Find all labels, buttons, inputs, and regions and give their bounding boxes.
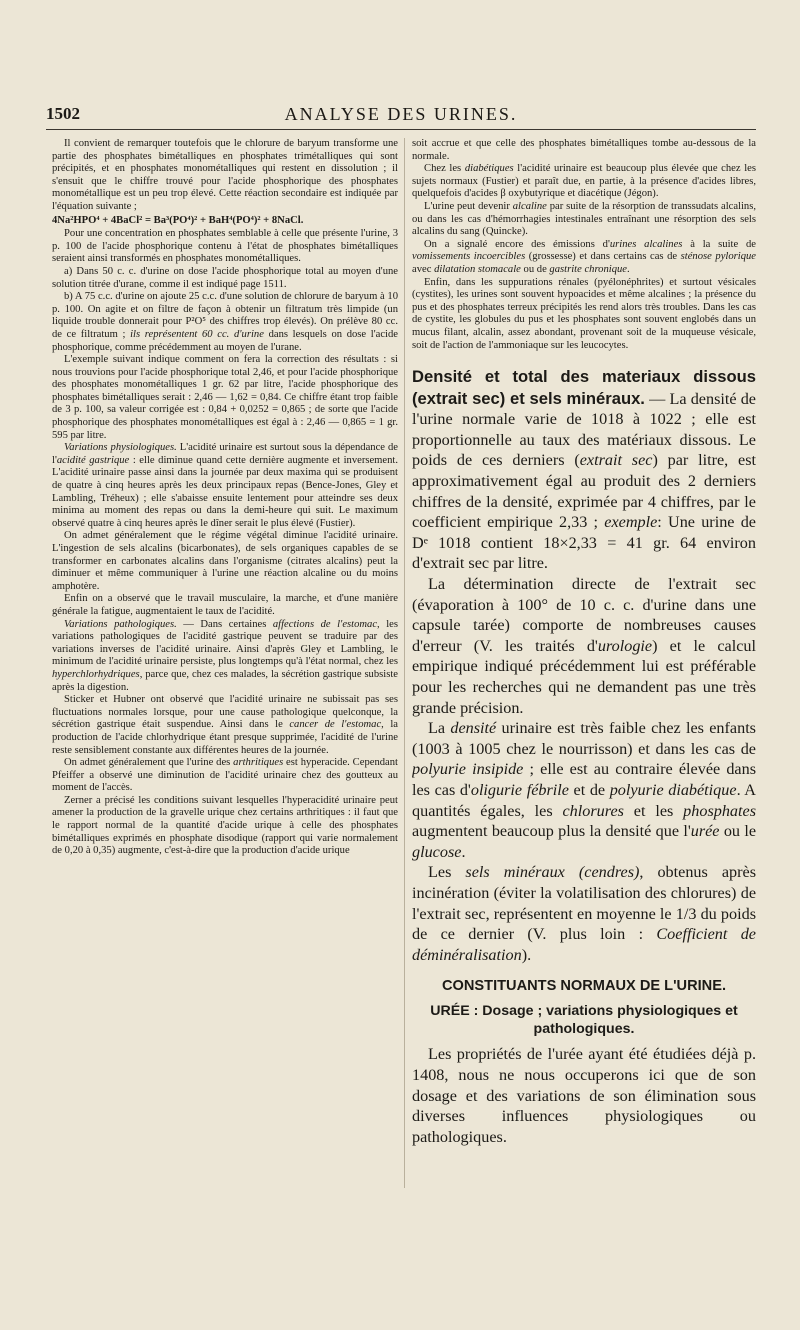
text: avec [412,263,435,275]
right-column [412,138,756,1188]
text: . [461,842,466,861]
paragraph [52,228,398,266]
text: , les variations pathologiques de l'acidité gastrique peuvent se traduire par des variations inverses de l'acidité urinaire. Ainsi d'après Gley et Lambling, le minimum de l'acidité urinaire persiste, plus longtemps qu'à l'état normal, chez les [52,618,398,668]
italic-text: polyurie diabétique [609,780,737,799]
text: et de [568,780,610,799]
text: ) et le calcul empirique indiqué précédemment lui est préférable pour les recherches qui ne demandent pas une très grande précision. [412,636,756,717]
text: Enfin on a observé que le travail musculaire, la marche, et d'une manière générale la fatigue, augmentaient le taux de l'acidité. [52,593,398,617]
paragraph [52,530,398,593]
text: (grossesse) et dans certains cas de [525,251,681,263]
italic-text: densité [450,719,497,738]
left-column [52,138,398,1188]
text: On admet généralement que le régime végétal diminue l'acidité urinaire. L'ingestion de sels alcalins (bicarbonates), de sels organiques capables de se transformer en carbonates alcalins dans l'organisme (citrates alcalins) peut la diminuer et même communiquer à l'urine une réaction alcaline ou du moins amphotère. [52,530,398,592]
section-heading: CONSTITUANTS NORMAUX DE L'URINE. [442,978,726,995]
text: L'exemple suivant indique comment on fera la correction des résultats : si nous trouvions pour l'acide phosphorique total 2,46, et pour l'acide phosphorique des phosphates monométalliques 1 gr. 62 par litre, l'acide phosphorique des phosphates bimétalliques serait : 2,46 — 1,62 = 0,84. Ce chiffre étant trop faible de 3 p. 100, sa valeur corrigée est : 0,84 + 0,0252 = 0,865 ; de sorte que l'acide phosphorique des phosphates monométalliques est égal à : 2,46 — 0,865 = 1 gr. 595 par litre. [52,354,398,441]
text: ). [521,945,532,964]
text: : elle diminue quand cette dernière augmente et inversement. L'acidité urinaire passe ainsi dans la journée par deux maxima qui se produisent de quatre à cinq heures après les deux principaux repas (Bence-Jones, Gley et Lambling, Tréheux) ; elle s'abaisse ensuite lentement pour atteindre ses deux minima au moment des repas ou dans la demi-heure qui suit. Le maximum observé quatre à cinq heures après le dîner serait le plus élevé (Fustier). [52,454,398,529]
text: Zerner a précisé les conditions suivant lesquelles l'hyperacidité urinaire peut amener la production de la gravelle urique chez certains arthritiques : il faut que le rapport normal de la quantité d'acide urique à celle des phosphates bimétalliques exprimés en phosphate disodique (rapport qui varie normalement de 0,20 à 0,35) augmente, c'est-à-dire que la production d'acide urique [52,794,398,857]
italic-text: urée [690,822,720,841]
paragraph [52,266,398,291]
italic-text: urologie [597,636,653,655]
text: . [627,263,630,275]
paragraph [52,757,398,795]
text: , la production de l'acide chlorhydrique étant presque supprimée, l'acidité de l'urine reste sensiblement constante aux différentes heures de la journée. [52,719,398,756]
text: l'acidité urinaire est beaucoup plus élevée que chez les sujets normaux (Fustier) et paraît due, en partie, à la présence d'acides libres, quelquefois d'acides β oxybutyrique et diacétique (Jégon). [412,163,756,200]
column-divider [404,138,405,1188]
text: On a signalé encore des émissions d' [424,238,610,250]
paragraph [52,694,398,757]
paragraph [412,718,756,862]
text: La détermination directe de l'extrait sec (évaporation à 100° de 10 c. c. d'urine dans une capsule tarée) comporte de nombreuses causes d'erreur (V. les traités d' [412,575,756,655]
italic-text: oligurie fébrile [470,780,569,799]
italic-text: dilatation stomacale [434,263,521,275]
italic-text: exemple [604,513,658,532]
small-print-block [412,138,756,352]
italic-text: arthritiques [233,757,284,769]
header-rule [46,129,756,130]
italic-text: urines alcalines [609,238,683,250]
subsection-lead: Variations physiologiques. [64,442,177,454]
paragraph [412,366,756,574]
text: ou de [520,263,550,275]
text: Sticker et Hubner ont observé que l'acidité urinaire ne subissait pas ses fluctuations normales lorsque, pour une cause pathologique quelconque, la sécrétion gastrique était suspendue. Ainsi dans le [52,694,398,731]
italic-text: vomissements incoercibles [412,251,526,263]
italic-text: cancer de l'estomac [289,719,382,731]
italic-text: Coefficient de déminéralisation [412,925,756,964]
text: Pour une concentration en phosphates semblable à celle que présente l'urine, 3 p. 100 de l'acide phosphorique contenu à l'état de phosphates bimétalliques seraient ainsi transformés en phosphates monométalliques. [52,228,398,265]
paragraph [52,138,398,214]
text: ) par litre, est approximativement égal au produit des 2 derniers chiffres de la densité, exprimée par 4 chiffres, par le coefficient empirique 2,33 ; [412,451,756,532]
paragraph [412,1044,756,1147]
paragraph [412,277,756,353]
page-number: 1502 [46,104,80,123]
running-title: ANALYSE DES URINES. [284,104,518,124]
text: à la suite de [682,238,756,250]
paragraph [52,795,398,858]
text: , parce que, chez ces malades, la sécrétion gastrique subsiste après la digestion. [52,668,398,693]
text: L'urine peut devenir [424,200,513,212]
text: ou le [719,822,756,841]
paragraph [52,619,398,695]
italic-text: chlorures [562,801,624,820]
text: a) Dans 50 c. c. d'urine on dose l'acide phosphorique total au moyen d'une solution titrée d'urane, comme il est indiqué page 1511. [52,265,398,290]
italic-text: phosphates [683,801,756,820]
paragraph [52,593,398,618]
italic-text: sténose pylorique [680,251,756,263]
text: ; elle est au contraire élevée dans les cas d' [412,760,756,799]
italic-text: gastrite chronique [549,263,628,275]
text: On admet généralement que l'urine des [64,757,234,769]
italic-text: sels minéraux (cendres) [465,863,640,882]
section-lead-heading: Densité et total des materiaux dissous (extrait sec) et sels minéraux. [412,367,756,408]
paragraph [412,862,756,965]
italic-text: hyperchlorhydriques [52,668,140,680]
paragraph [412,138,756,163]
text: dans lesquels on dose l'acide phosphorique, comme précédemment au moyen de l'urane. [52,328,398,353]
text: soit accrue et que celle des phosphates bimétalliques tombe au-dessous de la normale. [412,138,756,162]
text: Les propriétés de l'urée ayant été étudiées déjà p. 1408, nous ne nous occuperons ici que de son dosage et des variations de son élimination sous diverses influences physiologiques ou pathologiques. [412,1045,756,1146]
text: Chez les [424,163,465,175]
page-header [46,104,756,128]
text: — Dans certaines [176,618,273,630]
italic-text: affections de l'estomac [272,618,378,630]
italic-text: ils représentent 60 cc. d'urine [130,328,264,340]
subsection-heading: URÉE : Dosage ; variations physiologiques et pathologiques. [430,1003,738,1038]
text: . A quantités égales, les [412,780,756,820]
paragraph [52,291,398,354]
italic-text: diabétiques [464,163,514,175]
paragraph [52,354,398,442]
text: Il convient de remarquer toutefois que le chlorure de baryum transforme une partie des phosphates bimétalliques en phosphates trimétalliques qui sont précipités, et en phosphates monométalliques qui restent en dissolution ; il s'ensuit que le chiffre trouvé pour l'acide phosphorique des phosphates monométallique est un peu trop élevé. Cette réaction secondaire est indiquée par l'équation suivante ; [52,138,398,212]
text: urinaire est très faible chez les enfants (1003 à 1005 chez le nourrisson) et dans les cas de [412,719,756,758]
chemical-equation: 4Na²HPO⁴ + 4BaCl² = Ba³(PO⁴)² + BaH⁴(PO⁴)² + 8NaCl. [52,214,304,226]
large-print-block [412,366,756,1147]
italic-text: extrait sec [579,451,653,470]
text: b) A 75 c.c. d'urine on ajoute 25 c.c. d'une solution de chlorure de baryum à 10 p. 100. On agite et on filtre de façon à obtenir un filtratum très limpide (un liquide trouble donnerait pour P²O⁵ des chiffres trop élevés). On prélève 80 cc. de ce filtratum ; [52,291,398,340]
spacer [412,352,756,366]
italic-text: polyurie insipide [412,760,524,779]
text: et les [623,801,684,820]
paragraph [412,163,756,201]
paragraph [412,574,756,718]
text: est hyperacide. Cependant Pfeiffer a observé une diminution de l'acidité urinaire chez des goutteux au moment de l'accès. [52,757,398,794]
italic-text: acidité gastrique [56,454,130,466]
text: Enfin, dans les suppurations rénales (pyélonéphrites) et surtout vésicales (cystites), les urines sont souvent hypoacides et même alcalines ; la présence du pus et des phosphates terreux précipités les rend alors très troubles. Dans les cas de cystite, les globules du pus et les phosphates sont souvent englobés dans un mucus filant, alcalin, assez abondant, provenant soit de la muqueuse vésicale, soit de l'action de l'ammoniaque sur les leucocytes. [412,276,756,351]
text: L'acidité urinaire est surtout sous la dépendance de l' [52,442,398,466]
text: — La densité de l'urine normale varie de 1018 à 1022 ; elle est proportionnelle au taux des matériaux dissous. Le poids de ces derniers ( [412,389,756,470]
text: : Une urine de Dᵉ 1018 contient 18×2,33 = 41 gr. 64 environ d'extrait sec par litre. [412,513,756,573]
italic-text: alcaline [512,200,547,212]
paragraph [52,442,398,530]
text: La [428,719,451,738]
italic-text: glucose [412,842,462,861]
paragraph [412,201,756,239]
paragraph [412,239,756,277]
subsection-lead: Variations pathologiques. [64,618,177,630]
text: augmentent beaucoup plus la densité que l' [412,822,691,841]
text: Les [428,863,466,882]
text: , obtenus après incinération (éviter la volatilisation des chlorures) de l'extrait sec, représentent en moyenne le 1/3 du poids de ce dernier (V. plus loin : [412,863,756,944]
text: par suite de la résorption de transsudats alcalins, ou dans les cas d'hémorrhagies intestinales entraînant une résorption des sels alcalins du sang (Quincke). [412,200,756,238]
